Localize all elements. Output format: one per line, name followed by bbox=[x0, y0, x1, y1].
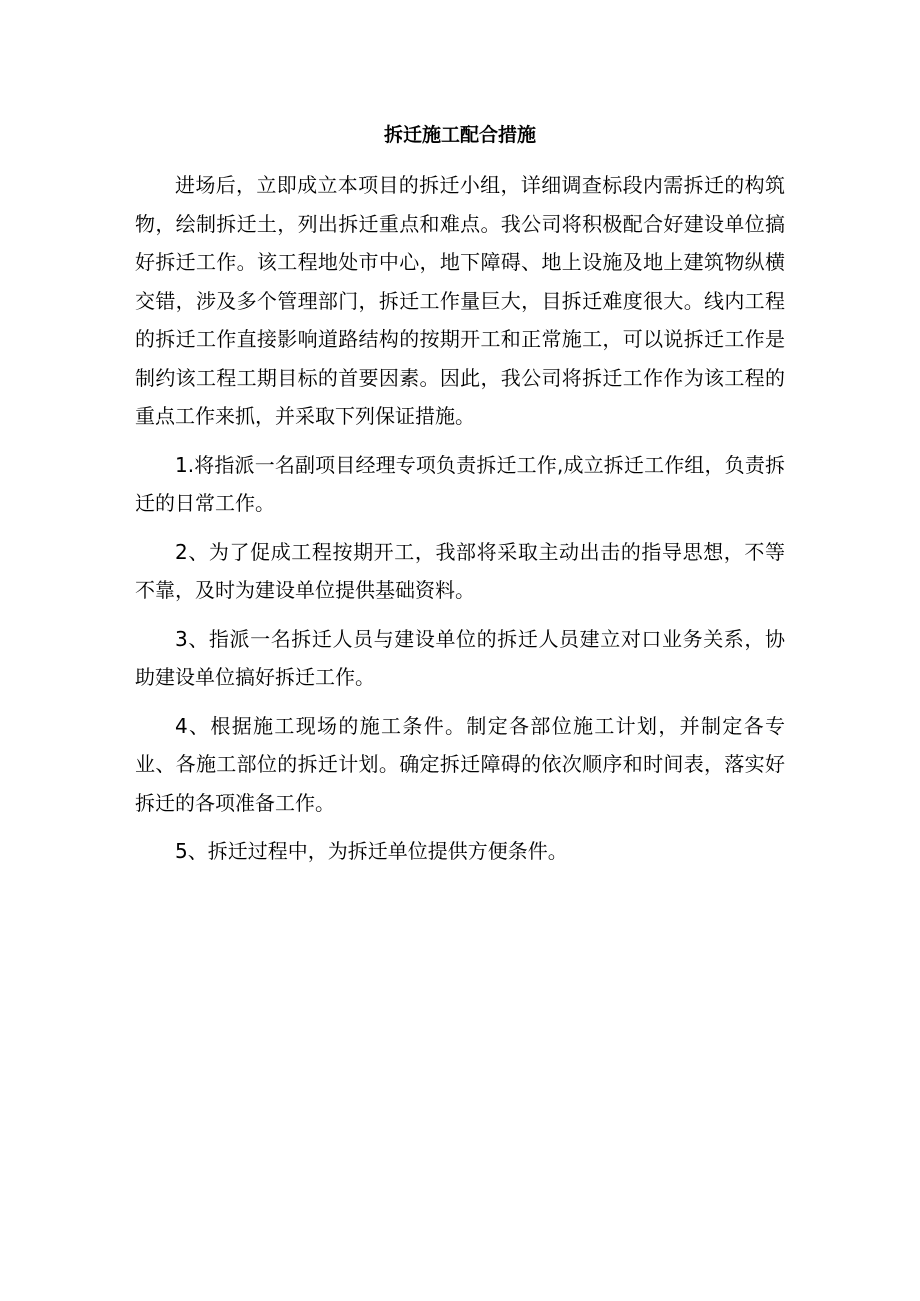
measure-item-1: 1.将指派一名副项目经理专项负责拆迁工作,成立拆迁工作组，负责拆迁的日常工作。 bbox=[135, 452, 785, 515]
measure-item-3: 3、指派一名拆迁人员与建设单位的拆迁人员建立对口业务关系，协助建设单位搞好拆迁工作。 bbox=[135, 626, 785, 689]
measure-item-2: 2、为了促成工程按期开工，我部将采取主动出击的指导思想，不等不靠，及时为建设单位提供基础资料。 bbox=[135, 539, 785, 602]
measure-item-4: 4、根据施工现场的施工条件。制定各部位施工计划，并制定各专业、各施工部位的拆迁计划。确定拆迁障碍的依次顺序和时间表，落实好拆迁的各项准备工作。 bbox=[135, 713, 785, 815]
measure-item-5: 5、拆迁过程中，为拆迁单位提供方便条件。 bbox=[175, 839, 568, 863]
intro-paragraph: 进场后，立即成立本项目的拆迁小组，详细调查标段内需拆迁的构筑物，绘制拆迁土，列出拆迁重点和难点。我公司将积极配合好建设单位搞好拆迁工作。该工程地处市中心，地下障碍、地上设施及地上建筑物纵横交错，涉及多个管理部门，拆迁工作量巨大，目拆迁难度很大。线内工程的拆迁工作直接影响道路结构的按期开工和正常施工，可以说拆迁工作是制约该工程工期目标的首要因素。因此，我公司将拆迁工作作为该工程的重点工作来抓，并采取下列保证措施。 bbox=[135, 173, 785, 428]
document-body bbox=[135, 166, 785, 881]
document-title: 拆迁施工配合措施 bbox=[383, 124, 536, 146]
